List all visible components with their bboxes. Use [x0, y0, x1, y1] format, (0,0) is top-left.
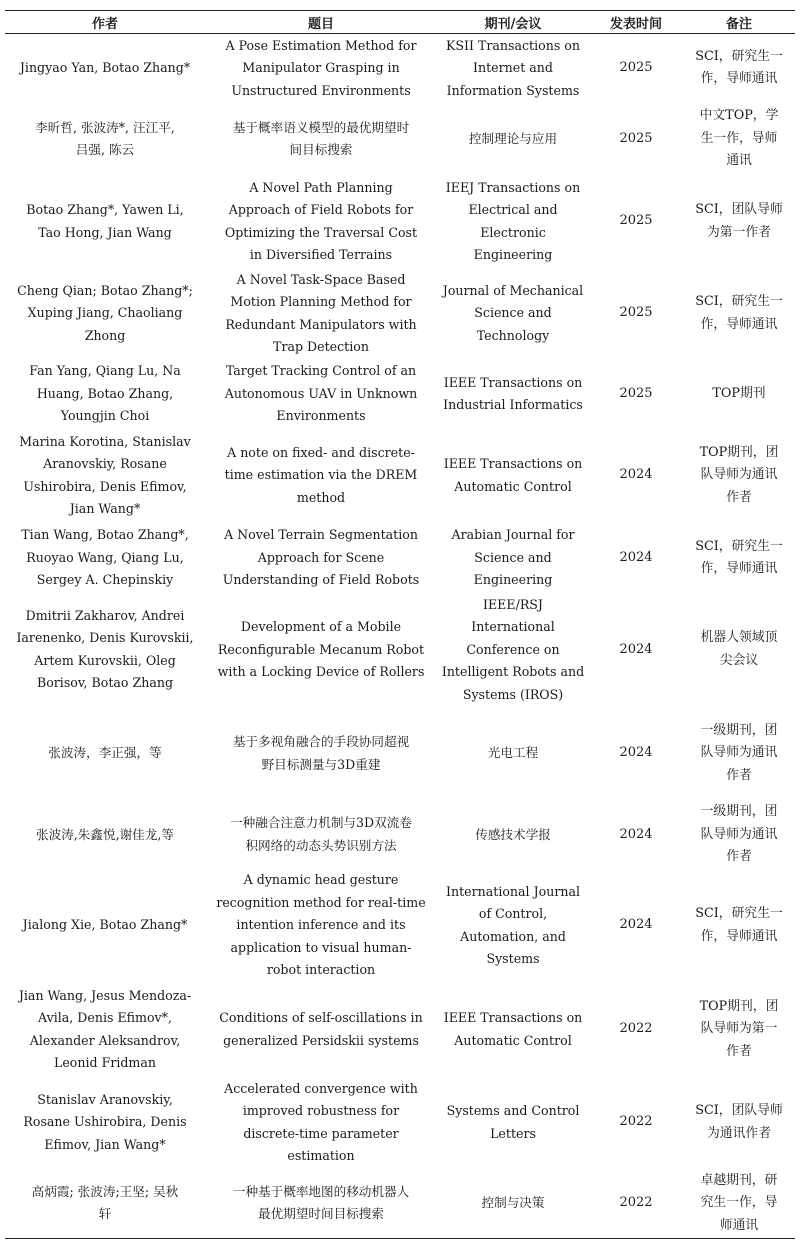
table-row [5, 983, 795, 1077]
title-line: with a Locking Device of Rollers [217, 664, 425, 679]
cell-venue [437, 594, 589, 707]
note-line: 通讯 [726, 153, 752, 169]
cell-venue [437, 34, 589, 103]
note-line: 作，导师通讯 [700, 316, 778, 332]
cell-title [205, 176, 437, 268]
cell-authors [5, 268, 205, 360]
table-body [5, 34, 795, 1239]
header-title: 题目 [205, 11, 437, 34]
authors-line: Sergey A. Chepinskiy [36, 572, 174, 588]
note-line: 究生一作，导 [700, 1195, 778, 1210]
note-line: SCI，研究生一 [695, 48, 783, 64]
table-row [5, 103, 795, 176]
authors-line: Marina Korotina, Stanislav [19, 433, 191, 449]
title-line: A Pose Estimation Method for [225, 37, 417, 53]
table-row [5, 429, 795, 523]
table-row [5, 1077, 795, 1169]
authors-line: Avila, Denis Efimov*, [38, 1010, 172, 1025]
cell-note [683, 523, 795, 594]
cell-authors [5, 869, 205, 983]
title-line: discrete-time parameter [243, 1125, 399, 1141]
title-line: Reconfigurable Mecanum Robot [217, 641, 425, 657]
note-line: 生一作，导师 [700, 130, 778, 146]
venue-line: Automatic Control [454, 1032, 572, 1048]
venue-line: Engineering [473, 572, 553, 588]
title-line: Approach of Field Robots for [228, 202, 414, 217]
venue-line: KSII Transactions on [446, 37, 580, 53]
cell-note [683, 429, 795, 523]
cell-authors [5, 983, 205, 1077]
note-line: TOP期刊，团 [699, 998, 779, 1014]
venue-line: 控制与决策 [481, 1195, 545, 1210]
authors-line: Rosane Ushirobira, Denis [23, 1114, 187, 1130]
cell-title [205, 869, 437, 983]
note-line: 师通讯 [719, 1217, 759, 1233]
cell-title [205, 983, 437, 1077]
title-line: time estimation via the DREM [224, 467, 418, 483]
cell-authors [5, 1169, 205, 1239]
authors-line: Efimov, Jian Wang* [44, 1136, 166, 1152]
cell-note [683, 983, 795, 1077]
cell-authors [5, 1077, 205, 1169]
authors-line: Ruoyao Wang, Qiang Lu, [26, 549, 184, 565]
title-line: Target Tracking Control of an [225, 363, 417, 379]
title-line: A note on fixed- and discrete- [227, 444, 415, 460]
venue-line: Arabian Journal for [451, 527, 575, 543]
cell-authors [5, 103, 205, 176]
authors-line: 张波涛，李正强，等 [48, 745, 162, 761]
cell-year: 2025 [619, 385, 653, 401]
title-line: 一种基于概率地图的移动机器人 [232, 1183, 410, 1199]
note-line: 尖会议 [719, 652, 759, 668]
authors-line: Botao Zhang*, Yawen Li, [26, 202, 184, 217]
cell-year: 2022 [619, 1021, 653, 1037]
cell-note [683, 594, 795, 707]
authors-line: Xuping Jiang, Chaoliang [27, 305, 183, 321]
venue-line: Intelligent Robots and [441, 664, 585, 679]
table-row [5, 801, 795, 869]
venue-line: Industrial Informatics [443, 397, 583, 412]
note-line: SCI，研究生一 [695, 294, 783, 309]
note-line: 队导师为通讯 [700, 826, 778, 842]
title-line: 基于多视角融合的手段协同超视 [232, 734, 410, 749]
cell-year: 2024 [619, 467, 653, 483]
title-line: 间目标搜索 [289, 142, 353, 157]
title-line: in Diversified Terrains [249, 247, 393, 262]
title-line: intention inference and its [236, 917, 406, 933]
title-line: Redundant Manipulators with [225, 316, 417, 332]
title-line: Development of a Mobile [240, 619, 402, 634]
note-line: 队导师为通讯 [700, 467, 778, 483]
title-line: Environments [276, 408, 366, 424]
title-line: 最优期望时间目标搜索 [258, 1206, 384, 1222]
venue-line: of Control, [478, 906, 548, 921]
title-line: Accelerated convergence with [224, 1080, 418, 1096]
note-line: SCI，研究生一 [695, 906, 783, 921]
title-line: Motion Planning Method for [230, 294, 412, 309]
table-header-row [5, 11, 795, 34]
table-row [5, 34, 795, 103]
cell-venue [437, 103, 589, 176]
table-row [5, 869, 795, 983]
cell-venue [437, 706, 589, 801]
cell-authors [5, 594, 205, 707]
note-line: 作，导师通讯 [700, 561, 778, 576]
venue-line: Systems (IROS) [462, 686, 564, 702]
title-line: generalized Persidskii systems [223, 1032, 419, 1048]
title-line: Approach for Scene [257, 549, 385, 565]
cell-year: 2024 [619, 745, 653, 761]
note-line: 作者 [726, 489, 752, 505]
cell-title [205, 523, 437, 594]
venue-line: International Journal [446, 883, 580, 899]
authors-line: 轩 [98, 1206, 112, 1222]
title-line: 基于概率语义模型的最优期望时 [232, 119, 410, 135]
title-line: A Novel Path Planning [249, 179, 393, 195]
cell-note [683, 1169, 795, 1239]
title-line: Understanding of Field Robots [222, 572, 420, 588]
cell-year: 2024 [619, 641, 653, 657]
cell-title [205, 103, 437, 176]
venue-line: IEEE Transactions on [443, 1010, 583, 1025]
note-line: 为通讯作者 [707, 1125, 771, 1141]
authors-line: Leonid Fridman [53, 1055, 156, 1070]
title-line: 积网络的动态头势识别方法 [245, 837, 397, 853]
cell-title [205, 1077, 437, 1169]
venue-line: Information Systems [446, 82, 580, 98]
cell-venue [437, 801, 589, 869]
authors-line: Fan Yang, Qiang Lu, Na [29, 363, 181, 379]
authors-line: Artem Kurovskii, Oleg [34, 652, 176, 668]
authors-line: Stanislav Aranovskiy, [37, 1091, 173, 1107]
note-line: 机器人领域顶 [700, 630, 778, 646]
venue-line: IEEE/RSJ [483, 596, 543, 612]
cell-note [683, 103, 795, 176]
cell-year: 2025 [619, 305, 653, 321]
title-line: improved robustness for [242, 1103, 400, 1118]
title-line: recognition method for real-time [216, 894, 426, 910]
title-line: Trap Detection [273, 339, 369, 354]
note-line: 作者 [726, 1043, 752, 1059]
authors-line: Ushirobira, Denis Efimov, [23, 478, 187, 494]
authors-line: Iarenenko, Denis Kurovskii, [16, 630, 194, 646]
cell-note [683, 34, 795, 103]
cell-title [205, 34, 437, 103]
title-line: method [296, 489, 346, 505]
venue-line: Science and [474, 305, 552, 321]
cell-year: 2022 [619, 1114, 653, 1130]
cell-note [683, 801, 795, 869]
authors-line: Aranovskiy, Rosane [43, 456, 167, 471]
title-line: robot interaction [266, 962, 376, 978]
cell-title [205, 429, 437, 523]
note-line: SCI，研究生一 [695, 538, 783, 554]
cell-authors [5, 801, 205, 869]
venue-line: Electronic Engineering [473, 224, 553, 262]
title-line: Manipulator Grasping in [242, 60, 400, 75]
authors-line: Huang, Botao Zhang, [36, 385, 174, 401]
venue-line: Science and [474, 549, 552, 565]
cell-year: 2024 [619, 549, 653, 565]
cell-note [683, 1077, 795, 1169]
venue-line: International [471, 619, 555, 634]
venue-line: IEEJ Transactions on [445, 179, 581, 195]
authors-line: Zhong [84, 327, 126, 343]
note-line: 为第一作者 [707, 224, 771, 240]
authors-line: Youngjin Choi [60, 408, 150, 424]
venue-line: 控制理论与应用 [468, 130, 558, 146]
cell-venue [437, 1077, 589, 1169]
authors-line: Jian Wang* [69, 501, 141, 516]
cell-year: 2025 [619, 130, 653, 146]
note-line: 队导师为第一 [700, 1021, 778, 1037]
authors-line: Tian Wang, Botao Zhang*, [21, 527, 189, 543]
cell-venue [437, 360, 589, 429]
venue-line: IEEE Transactions on [443, 456, 583, 471]
table-row [5, 706, 795, 801]
venue-line: Systems and Control [446, 1103, 580, 1118]
title-line: estimation [287, 1148, 355, 1163]
table-row [5, 1169, 795, 1239]
header-authors: 作者 [5, 11, 205, 34]
cell-venue [437, 268, 589, 360]
authors-line: 高炳霞; 张波涛;王坚; 吴秋 [31, 1183, 179, 1199]
authors-line: Jialong Xie, Botao Zhang* [22, 917, 188, 933]
note-line: 作者 [726, 849, 752, 864]
cell-note [683, 706, 795, 801]
title-line: Optimizing the Traversal Cost [224, 224, 418, 240]
cell-year: 2025 [619, 213, 653, 229]
publication-table [5, 10, 795, 1239]
note-line: SCI，团队导师 [695, 1103, 783, 1118]
authors-line: 张波涛,朱鑫悦,谢佳龙,等 [36, 826, 174, 842]
title-line: application to visual human- [230, 939, 412, 955]
cell-title [205, 1169, 437, 1239]
title-line: 野目标测量与3D重建 [261, 756, 381, 772]
cell-note [683, 360, 795, 429]
venue-line: Internet and [473, 60, 553, 75]
header-note: 备注 [683, 11, 795, 34]
title-line: A Novel Task-Space Based [236, 271, 406, 287]
cell-title [205, 706, 437, 801]
cell-authors [5, 176, 205, 268]
authors-line: Jingyao Yan, Botao Zhang* [19, 60, 191, 75]
authors-line: Dmitrii Zakharov, Andrei [25, 607, 185, 623]
table-row [5, 176, 795, 268]
authors-line: Jian Wang, Jesus Mendoza- [18, 987, 192, 1003]
note-line: 一级期刊，团 [700, 804, 778, 819]
cell-authors [5, 523, 205, 594]
authors-line: Tao Hong, Jian Wang [38, 224, 172, 240]
note-line: 作者 [726, 767, 752, 783]
note-line: 卓越期刊，研 [700, 1172, 778, 1188]
note-line: 一级期刊，团 [700, 722, 778, 738]
cell-venue [437, 176, 589, 268]
cell-note [683, 176, 795, 268]
note-line: TOP期刊，团 [699, 444, 779, 460]
cell-year: 2024 [619, 917, 653, 933]
cell-year: 2025 [619, 60, 653, 75]
cell-title [205, 360, 437, 429]
venue-line: Conference on [466, 641, 560, 657]
title-line: A dynamic head gesture [243, 872, 399, 888]
title-line: 一种融合注意力机制与3D双流卷 [230, 815, 412, 831]
title-line: A Novel Terrain Segmentation [224, 527, 418, 543]
table-row [5, 523, 795, 594]
publication-list [0, 10, 800, 1248]
venue-line: Automatic Control [454, 478, 572, 494]
table-row [5, 360, 795, 429]
cell-venue [437, 869, 589, 983]
cell-authors [5, 429, 205, 523]
cell-note [683, 869, 795, 983]
venue-line: Letters [490, 1125, 536, 1141]
venue-line: 光电工程 [487, 745, 539, 761]
note-line: SCI，团队导师 [695, 202, 783, 217]
cell-title [205, 594, 437, 707]
venue-line: IEEE Transactions on [443, 374, 583, 390]
table-row [5, 268, 795, 360]
cell-authors [5, 706, 205, 801]
cell-venue [437, 429, 589, 523]
venue-line: Systems [486, 951, 540, 966]
note-line: 作，导师通讯 [700, 928, 778, 944]
table-row [5, 594, 795, 707]
title-line: Unstructured Environments [231, 82, 411, 98]
venue-line: Technology [476, 327, 550, 343]
cell-venue [437, 983, 589, 1077]
note-line: TOP期刊 [712, 385, 766, 401]
authors-line: 李昕哲, 张波涛*, 汪江平, [35, 119, 175, 135]
cell-venue [437, 1169, 589, 1239]
cell-title [205, 801, 437, 869]
note-line: 作，导师通讯 [700, 71, 778, 87]
venue-line: Electrical and [468, 202, 558, 217]
cell-note [683, 268, 795, 360]
title-line: Autonomous UAV in Unknown [224, 385, 418, 401]
venue-line: Automation, and [460, 928, 566, 944]
venue-line: Journal of Mechanical [442, 282, 584, 298]
note-line: 中文TOP，学 [699, 108, 779, 124]
authors-line: Alexander Aleksandrov, [29, 1032, 181, 1048]
venue-line: 传感技术学报 [475, 826, 551, 842]
authors-line: Borisov, Botao Zhang [36, 675, 174, 691]
cell-year: 2022 [619, 1195, 653, 1210]
title-line: Conditions of self-oscillations in [219, 1010, 423, 1025]
cell-authors [5, 360, 205, 429]
authors-line: Cheng Qian; Botao Zhang*; [17, 282, 193, 298]
cell-year: 2024 [619, 826, 653, 842]
cell-authors [5, 34, 205, 103]
header-date: 发表时间 [589, 11, 683, 34]
header-venue: 期刊/会议 [437, 11, 589, 34]
authors-line: 吕强, 陈云 [75, 142, 135, 157]
cell-venue [437, 523, 589, 594]
cell-title [205, 268, 437, 360]
note-line: 队导师为通讯 [700, 745, 778, 761]
